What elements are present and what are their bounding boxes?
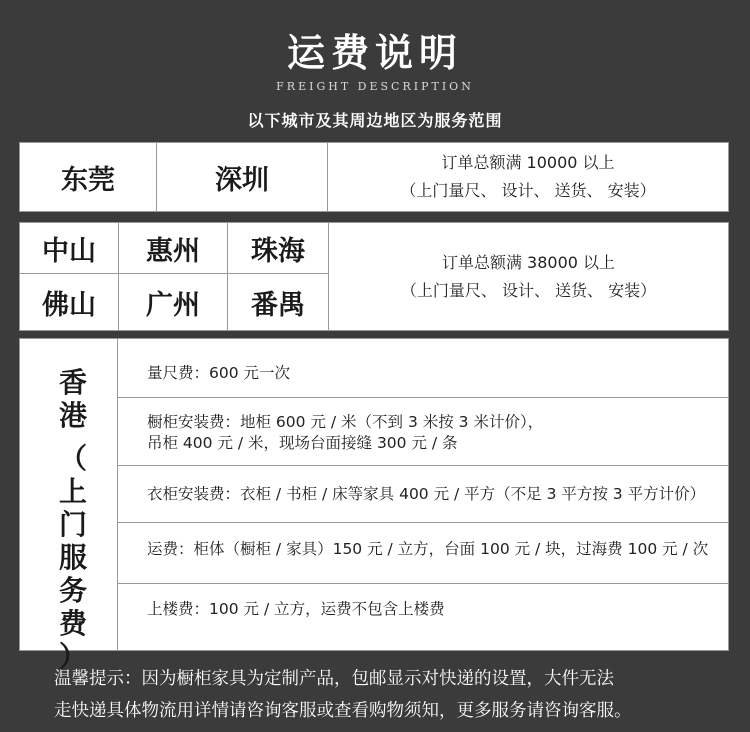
- city-cell: 佛山: [42, 289, 96, 321]
- divider: [118, 522, 728, 523]
- fee-text: 上楼费：100 元 / 立方，运费不包含上楼费: [147, 600, 445, 618]
- divider: [118, 397, 728, 398]
- tip-line: 走快递具体物流用详情请咨询客服或查看购物须知，更多服务请咨询客服。: [54, 701, 632, 721]
- fee-text: 吊柜 400 元 / 米，现场台面接缝 300 元 / 条: [147, 434, 458, 452]
- label-char: 门: [58, 508, 87, 541]
- divider: [118, 583, 728, 584]
- divider: [118, 223, 119, 330]
- condition-amount: 订单总额满 38000 以上: [441, 252, 616, 272]
- fee-wardrobe-install: [147, 484, 705, 505]
- city-cell: 中山: [42, 235, 96, 267]
- city-cell: 番禺: [251, 289, 305, 321]
- divider: [20, 273, 328, 274]
- zone2-condition: [329, 223, 728, 330]
- label-char: 香: [58, 366, 87, 399]
- condition-amount: 订单总额满 10000 以上: [441, 153, 615, 172]
- city-cell: 广州: [146, 289, 200, 321]
- condition-services: （上门量尺、 设计、 送货、 安装）: [400, 181, 656, 200]
- fee-text: 衣柜安装费：衣柜 / 书柜 / 床等家具 400 元 / 平方（不足 3 平方按 3 平方计价）: [147, 485, 706, 503]
- zone1-condition: [328, 143, 728, 211]
- city-cell: 东莞: [61, 164, 115, 196]
- city-cell: 珠海: [251, 235, 305, 267]
- label-char: 服: [58, 541, 87, 574]
- condition-services: （上门量尺、 设计、 送货、 安装）: [400, 280, 657, 300]
- label-char: 务: [58, 574, 87, 607]
- fee-cabinet-install: [147, 412, 543, 454]
- page-title: 运费说明: [286, 30, 463, 75]
- tip-line: 温馨提示：因为橱柜家具为定制产品，包邮显示对快递的设置，大件无法: [54, 669, 614, 689]
- fee-text: 量尺费：600 元一次: [147, 363, 291, 382]
- city-cell: 惠州: [146, 235, 200, 267]
- zone2-panel: [19, 222, 729, 331]
- fee-shipping: [147, 539, 708, 560]
- label-char: 港: [58, 399, 87, 432]
- zone1-panel: [19, 142, 729, 212]
- city-cell: 深圳: [215, 164, 269, 196]
- service-scope-note: 以下城市及其周边地区为服务范围: [247, 111, 503, 130]
- fee-measure: [147, 362, 290, 384]
- page-subtitle: FREIGHT DESCRIPTION: [276, 80, 474, 93]
- label-char: （: [58, 442, 87, 475]
- label-char: 费: [58, 607, 87, 640]
- fee-text: 橱柜安装费：地柜 600 元 / 米（不到 3 米按 3 米计价），: [147, 413, 544, 431]
- divider: [117, 339, 118, 650]
- fee-text: 运费：柜体（橱柜 / 家具）150 元 / 立方，台面 100 元 / 块，过海费 100 元 / 次: [147, 540, 709, 558]
- divider: [118, 465, 728, 466]
- fee-upstairs: [147, 599, 445, 620]
- hongkong-label: [53, 366, 93, 673]
- divider: [227, 223, 228, 330]
- label-char: 上: [58, 475, 87, 508]
- label-char: ）: [58, 640, 87, 673]
